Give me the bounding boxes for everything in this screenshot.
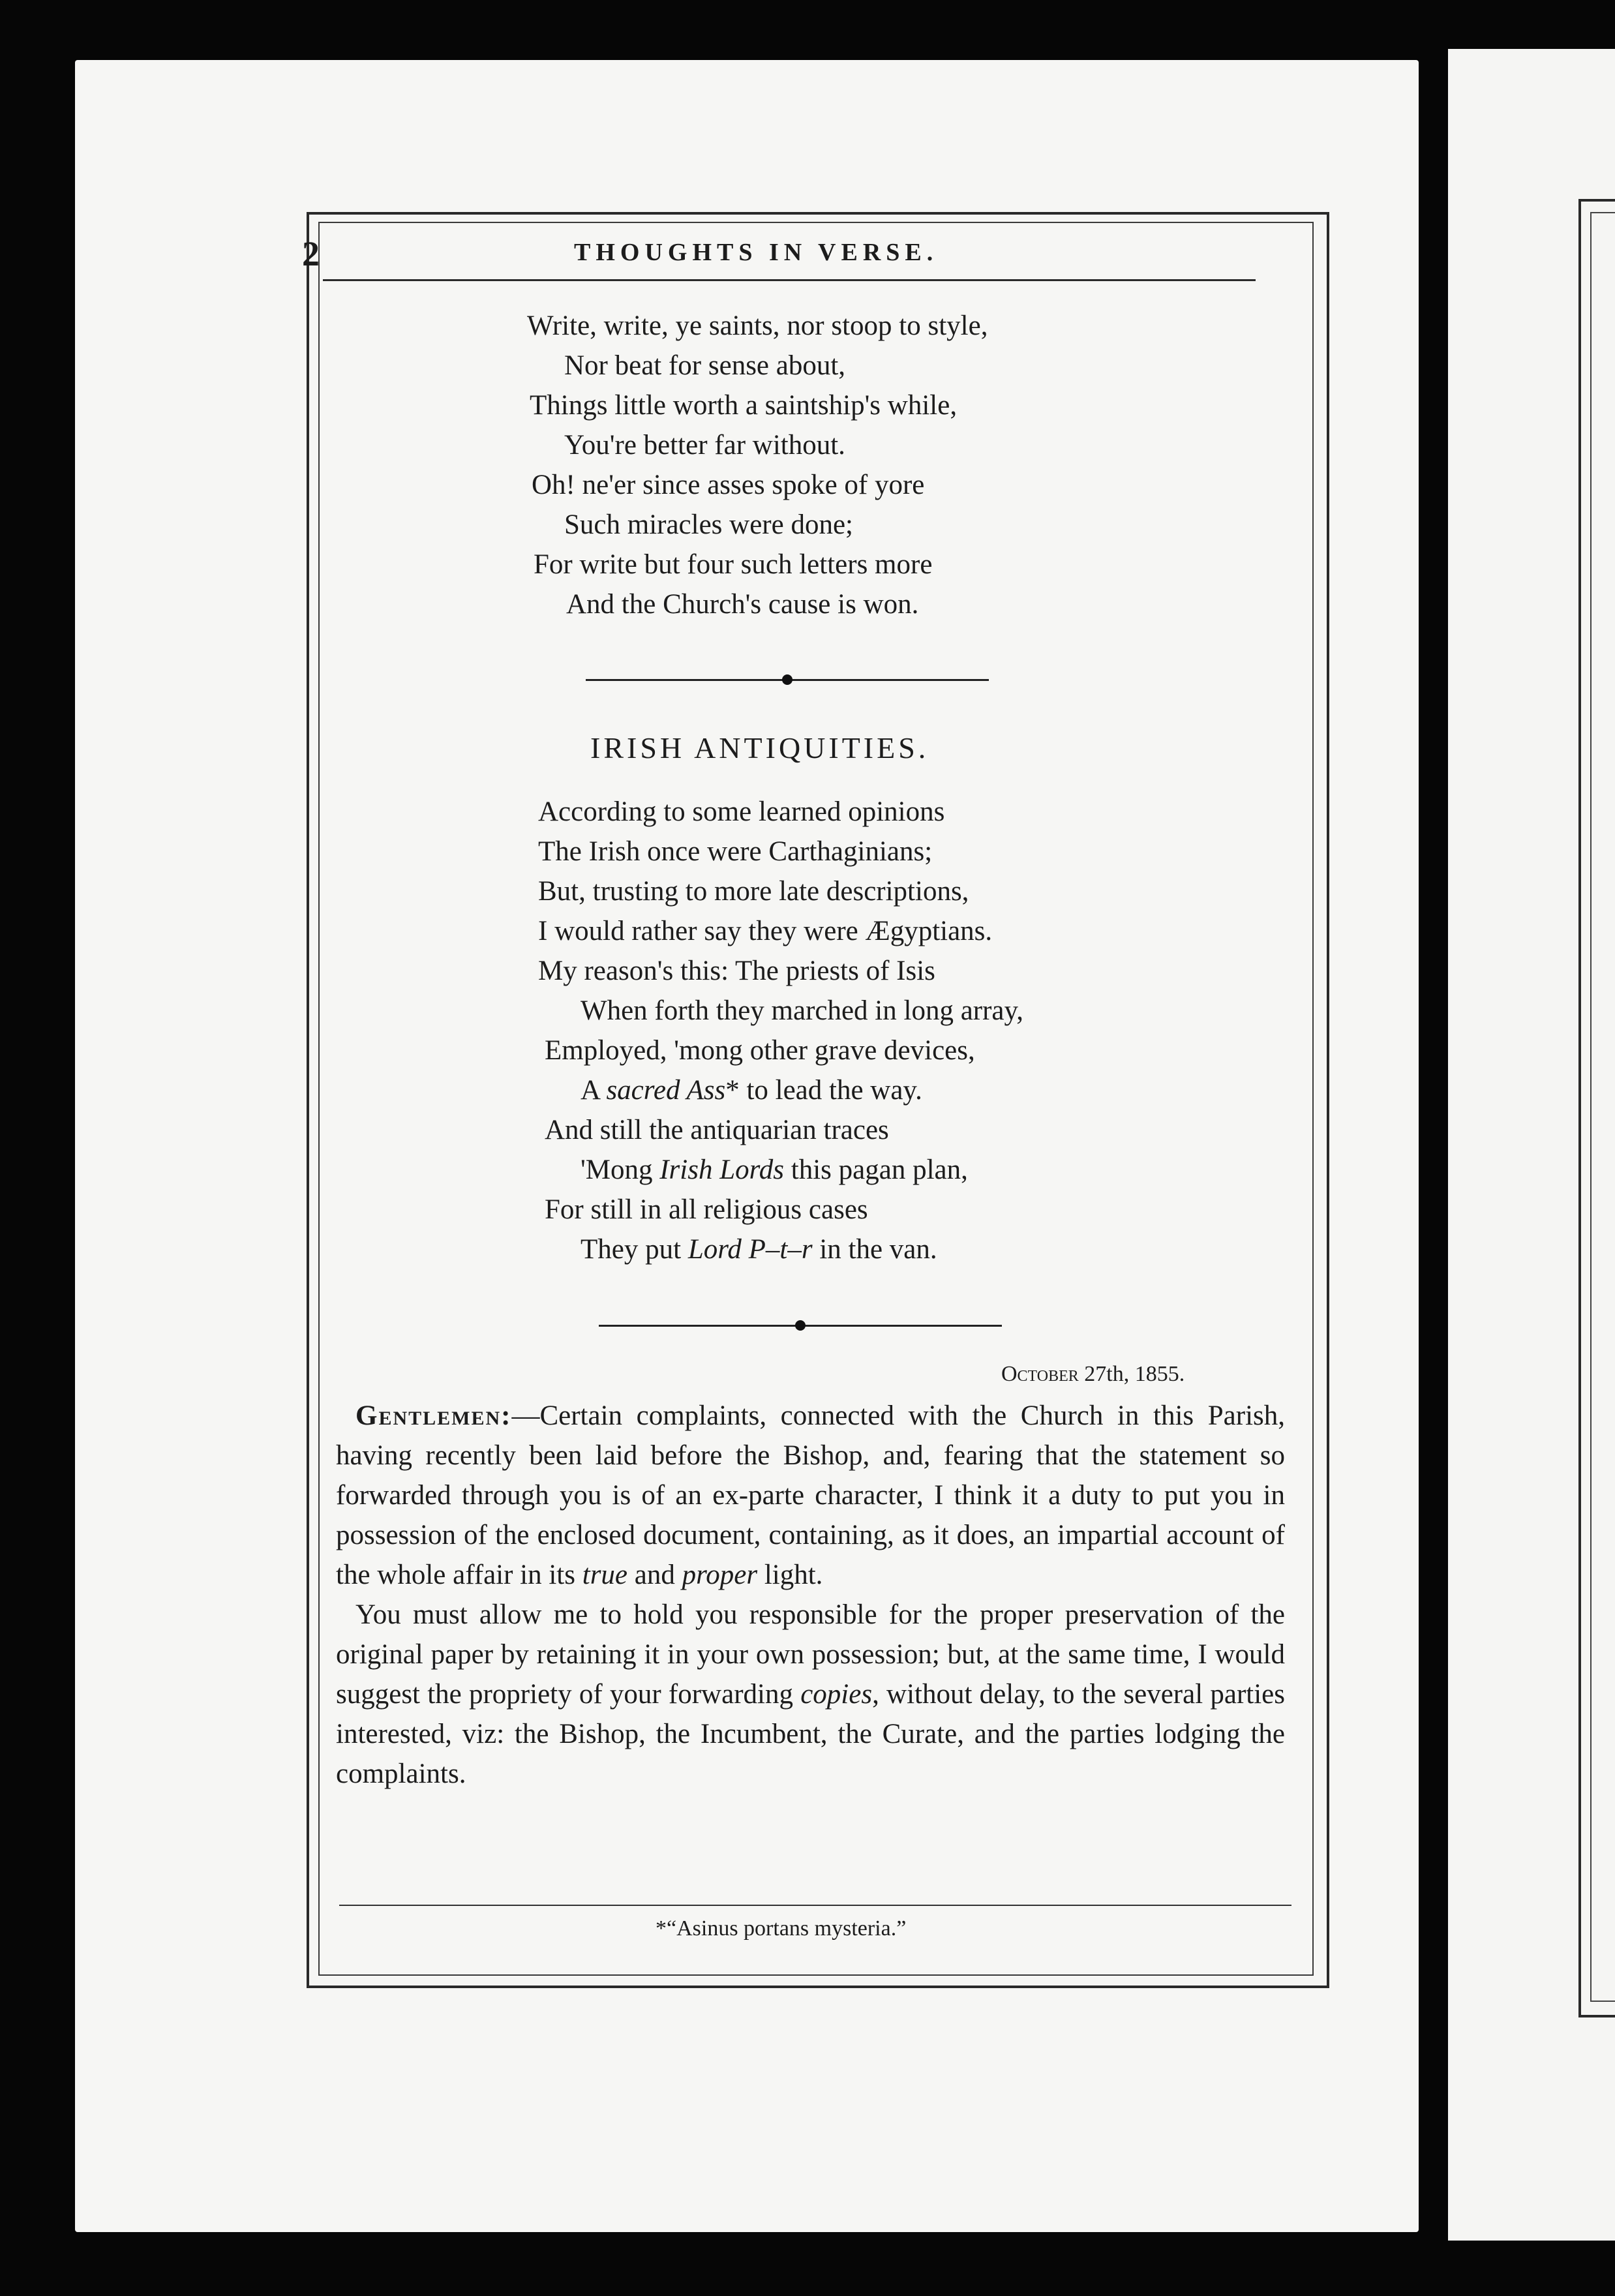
italic-irish-lords: Irish Lords bbox=[659, 1155, 785, 1185]
verse-line: They put Lord P–t–r in the van. bbox=[581, 1234, 937, 1265]
page-number: 2 bbox=[302, 234, 320, 273]
letter-text: —Certain complaints, connected with the Church in this Parish, having recently been laid before the Bishop, and, fearing that the statement so forwarded through you is of an ex-parte character, I think it a duty to put you in possession of the enclosed document, containing, as it does, an impartial account of the whole affair in its bbox=[336, 1400, 1285, 1590]
date-month: October bbox=[1001, 1362, 1079, 1386]
divider-dot bbox=[782, 674, 792, 685]
verse-line: Such miracles were done; bbox=[564, 509, 853, 540]
verse-line: 'Mong Irish Lords this pagan plan, bbox=[581, 1155, 968, 1185]
verse-line: According to some learned opinions bbox=[538, 796, 945, 827]
section-divider bbox=[586, 679, 989, 681]
letter-text: You must allow me to hold you responsible for the proper preservation of the original paper by retaining it in your own possession; but, at the same time, I would suggest the propriety of your forwarding bbox=[336, 1599, 1285, 1710]
verse-line: A sacred Ass* to lead the way. bbox=[581, 1075, 922, 1106]
verse-line: My reason's this: The priests of Isis bbox=[538, 956, 935, 986]
letter-paragraph bbox=[336, 1595, 1285, 1794]
letter-date bbox=[1001, 1362, 1185, 1387]
letter-paragraph bbox=[336, 1396, 1285, 1595]
section-divider bbox=[599, 1325, 1002, 1327]
verse-line: The Irish once were Carthaginians; bbox=[538, 836, 933, 867]
letter-text: light. bbox=[757, 1560, 823, 1590]
italic-lord-ptr: Lord P–t–r bbox=[687, 1234, 813, 1265]
footnote-rule bbox=[339, 1905, 1291, 1906]
italic-sacred-ass: sacred Ass bbox=[606, 1075, 726, 1106]
verse-line: I would rather say they were Ægyptians. bbox=[538, 916, 993, 946]
verse-line: Oh! ne'er since asses spoke of yore bbox=[532, 470, 925, 500]
verse-line: Things little worth a saintship's while, bbox=[530, 390, 958, 421]
letter-text: , without delay, to the several parties interested, viz: the Bishop, the Incumbent, the Curate, and the parties lodging the complaints. bbox=[336, 1679, 1285, 1789]
verse-line: Nor beat for sense about, bbox=[564, 350, 846, 381]
divider-dot bbox=[795, 1320, 806, 1331]
date-rest: 27th, 1855. bbox=[1084, 1362, 1185, 1386]
letter-body bbox=[336, 1396, 1285, 1794]
letter-text: and bbox=[627, 1560, 682, 1590]
verse-line: But, trusting to more late descriptions, bbox=[538, 876, 969, 907]
verse-line: For write but four such letters more bbox=[534, 549, 933, 580]
italic-proper: proper bbox=[682, 1560, 758, 1590]
verse-line: For still in all religious cases bbox=[545, 1194, 868, 1225]
italic-true: true bbox=[582, 1560, 628, 1590]
salutation: Gentlemen: bbox=[355, 1400, 512, 1431]
footnote: *“Asinus portans mysteria.” bbox=[656, 1916, 907, 1941]
verse-line: When forth they marched in long array, bbox=[581, 995, 1023, 1026]
verse-line: Employed, 'mong other grave devices, bbox=[545, 1035, 975, 1066]
running-title: THOUGHTS IN VERSE. bbox=[574, 239, 939, 266]
italic-copies: copies bbox=[800, 1679, 873, 1710]
verse-line: And the Church's cause is won. bbox=[566, 589, 919, 620]
verse-line: You're better far without. bbox=[564, 430, 845, 461]
header-rule bbox=[323, 279, 1256, 281]
verse-line: Write, write, ye saints, nor stoop to style, bbox=[527, 310, 988, 341]
poem-title: IRISH ANTIQUITIES. bbox=[590, 731, 929, 764]
verse-line: And still the antiquarian traces bbox=[545, 1115, 889, 1145]
